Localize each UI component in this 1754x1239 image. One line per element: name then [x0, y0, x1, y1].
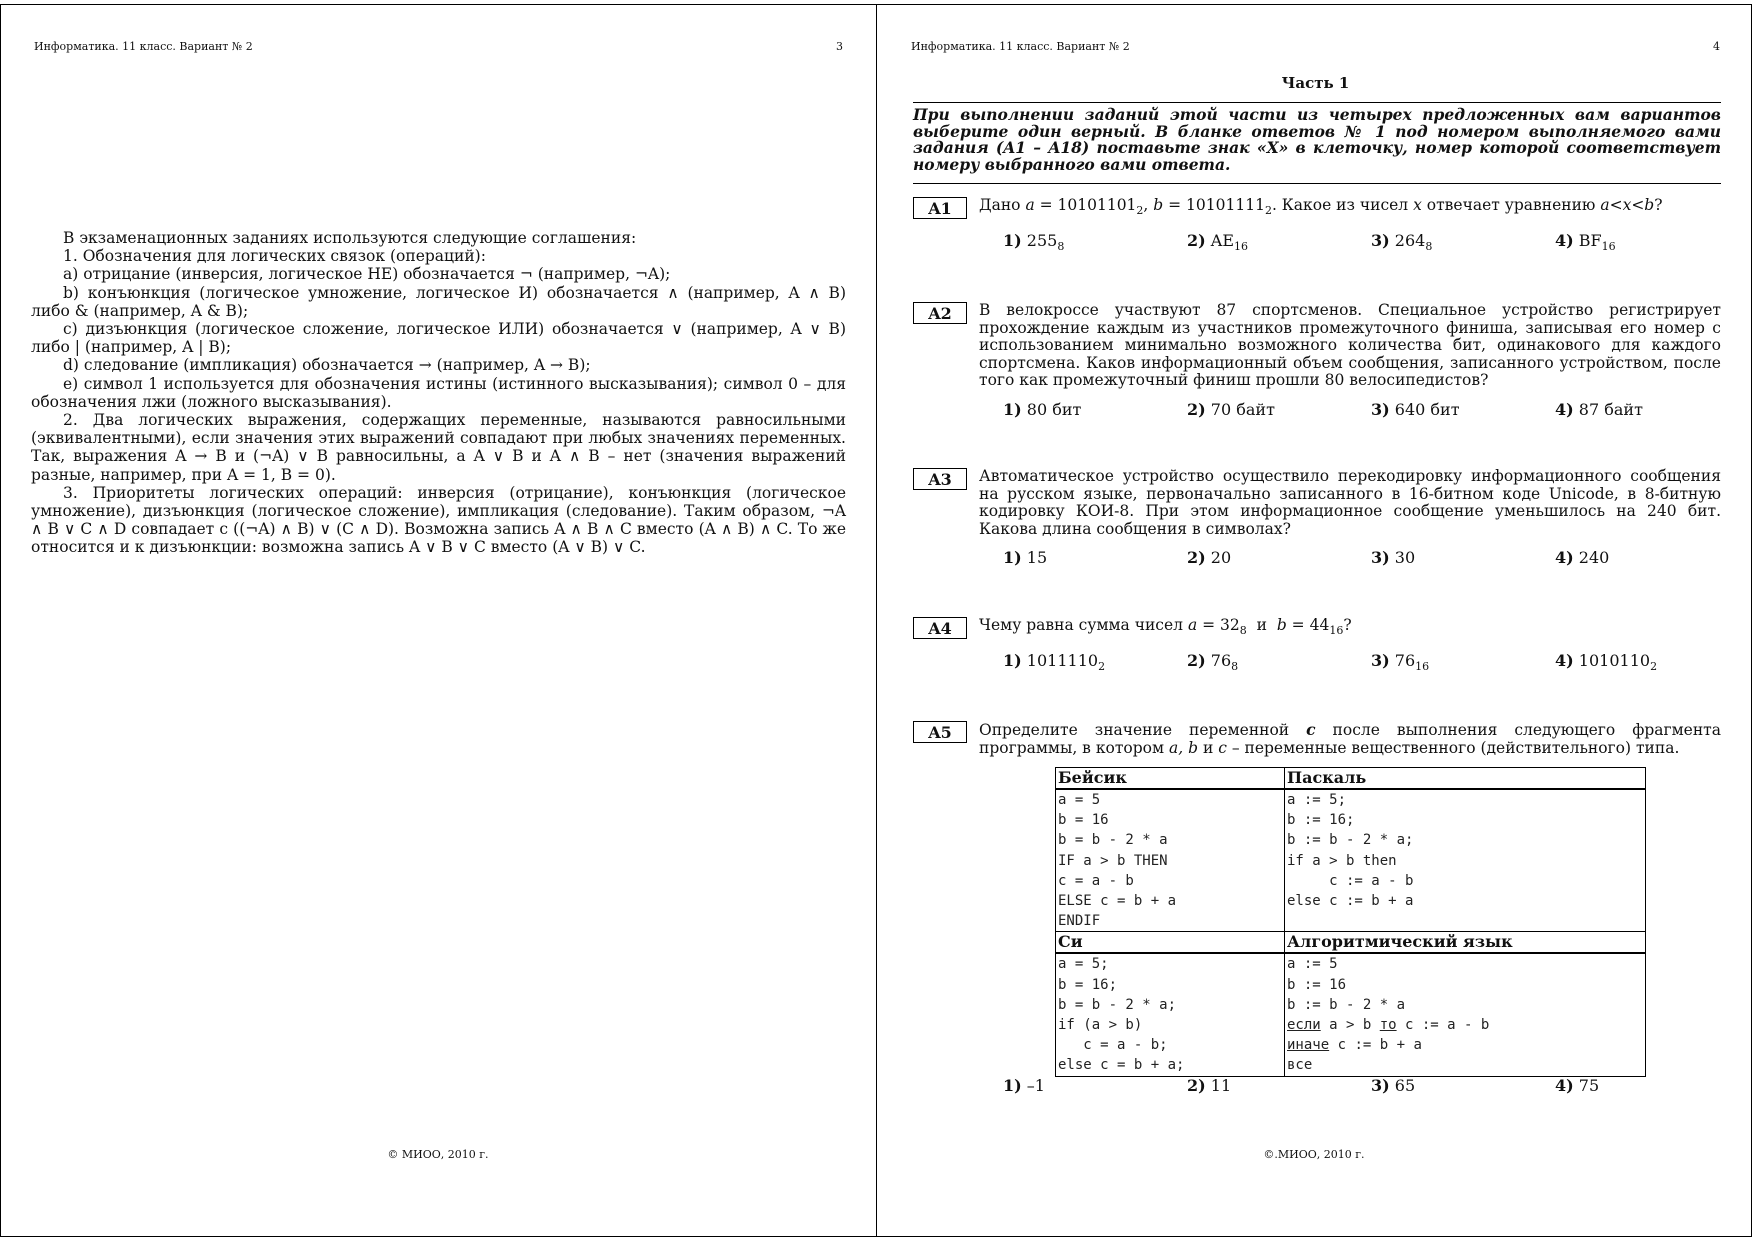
conv-item-c: c) дизъюнкция (логическое сложение, логическое ИЛИ) обозначается ∨ (например, A ∨ B) либо | (например, A | B);	[31, 320, 846, 357]
answer-1: 1) 80 бит	[1003, 400, 1082, 419]
answer-4: 4) $BF_{16}$	[1555, 231, 1616, 253]
task-text: Чему равна сумма чисел $a = 32_8$ и $b = 44_{16}$?	[979, 616, 1352, 637]
conv-item-a: a) отрицание (инверсия, логическое НЕ) обозначается ¬ (например, ¬A);	[63, 265, 671, 284]
answer-2: 2) $AE_{16}$	[1187, 231, 1249, 253]
answer-2: 2) $76_8$	[1187, 651, 1239, 673]
answer-2: 2) 70 байт	[1187, 400, 1275, 419]
answer-1: 1) 15	[1003, 548, 1048, 567]
running-head: Информатика. 11 класс. Вариант № 2	[911, 40, 1130, 53]
answer-1: 1) $255_8$	[1003, 231, 1065, 253]
conv-item-e: e) символ 1 используется для обозначения истины (истинного высказывания); символ 0 – для обозначения лжи (ложного высказывания).	[31, 374, 846, 411]
conv-item-d: d) следование (импликация) обозначается → (например, A → B);	[63, 356, 591, 375]
code-algo: a := 5 b := 16 b := b - 2 * a если a > b то c := a - b иначе c := b + a все	[1285, 953, 1646, 1076]
answer-3: 3) 30	[1371, 548, 1416, 567]
task-text: Дано $a = 10101101_2$, $b = 10101111_2$. Какое из чисел x отвечает уравнению a<x<b?	[979, 196, 1663, 217]
part-title: Часть 1	[1281, 74, 1350, 92]
conv-item-2: 2. Два логических выражения, содержащих переменные, называются равносильными (эквивалентными), если значения этих выражений совпадают при любых значениях переменных. Так, выражения A → B и (¬A) ∨ B равносильны, а A ∨ B и A ∧ B – нет (значения выражений разные, например, при A = 1, B = 0).	[31, 411, 846, 484]
page-number: 3	[836, 40, 843, 53]
conv-intro: В экзаменационных заданиях используются следующие соглашения:	[63, 229, 637, 247]
rule-bottom	[913, 183, 1721, 184]
running-head: Информатика. 11 класс. Вариант № 2	[34, 40, 253, 53]
header-algo: Алгоритмический язык	[1285, 932, 1646, 954]
header-c: Си	[1056, 932, 1285, 954]
code-c: a = 5; b = 16; b = b - 2 * a; if (a > b) c = a - b; else c = b + a;	[1056, 953, 1285, 1076]
answer-1: 1) $1011110_2$	[1003, 651, 1106, 673]
conv-item-3: 3. Приоритеты логических операций: инверсия (отрицание), конъюнкция (логическое умножение), дизъюнкция (логическое сложение), импликация (следование). Таким образом, ¬A ∧ B ∨ C ∧ D совпадает с ((¬A) ∧ B) ∨ (C ∧ D). Возможна запись A ∧ B ∧ C вместо (A ∧ B) ∧ C. То же относится и к дизъюнкции: возможна запись A ∨ B ∨ C вместо (A ∨ B) ∨ C.	[31, 483, 846, 557]
code-table	[1055, 767, 1646, 1077]
answer-3: 3) $264_8$	[1371, 231, 1433, 253]
page-number: 4	[1713, 40, 1720, 53]
code-pascal: a := 5; b := 16; b := b - 2 * a; if a > b then c := a - b else c := b + a	[1285, 789, 1646, 932]
answer-4: 4) 87 байт	[1555, 400, 1643, 419]
task-label: A5	[913, 721, 967, 743]
left-page	[0, 4, 876, 1237]
rule-top	[913, 102, 1721, 103]
answer-2: 2) 11	[1187, 1076, 1232, 1095]
task-label: A1	[913, 197, 967, 219]
code-basic: a = 5 b = 16 b = b - 2 * a IF a > b THEN c = a - b ELSE c = b + a ENDIF	[1056, 789, 1285, 932]
task-label: A3	[913, 468, 967, 490]
conventions-text	[31, 229, 846, 557]
footer: ©.МИОО, 2010 г.	[1263, 1148, 1365, 1161]
conv-item-b: b) конъюнкция (логическое умножение, логическое И) обозначается ∧ (например, A ∧ B) либо & (например, A & B);	[31, 283, 846, 320]
answer-4: 4) 240	[1555, 548, 1610, 567]
header-basic: Бейсик	[1056, 768, 1285, 790]
answer-4: 4) 75	[1555, 1076, 1600, 1095]
right-page	[877, 4, 1754, 1237]
answer-3: 3) 640 бит	[1371, 400, 1460, 419]
task-text: Определите значение переменной c после выполнения следующего фрагмента программы, в котором a, b и c – переменные вещественного (действительного) типа.	[979, 720, 1721, 757]
answer-3: 3) $76_{16}$	[1371, 651, 1430, 673]
answer-2: 2) 20	[1187, 548, 1232, 567]
answer-4: 4) $1010110_2$	[1555, 651, 1658, 673]
answer-3: 3) 65	[1371, 1076, 1416, 1095]
task-text: В велокроссе участвуют 87 спортсменов. Специальное устройство регистрирует прохождение каждым из участников промежуточного финиша, записывая его номер с использованием минимально возможного количества бит, одинакового для каждого спортсмена. Каков информационный объем сообщения, записанного устройством, после того как промежуточный финиш прошли 80 велосипедистов?	[979, 301, 1721, 389]
task-label: A4	[913, 617, 967, 639]
header-pascal: Паскаль	[1285, 768, 1646, 790]
conv-item-1: 1. Обозначения для логических связок (операций):	[63, 247, 486, 266]
footer: © МИОО, 2010 г.	[387, 1148, 489, 1161]
instruction: При выполнении заданий этой части из четырех предложенных вам вариантов выберите один верный. В бланке ответов № 1 под номером выполняемого вами задания (A1 – A18) поставьте знак «X» в клеточку, номер которой соответствует номеру выбранного вами ответа.	[913, 105, 1721, 174]
answer-1: 1) –1	[1003, 1076, 1045, 1095]
task-label: A2	[913, 302, 967, 324]
task-text: Автоматическое устройство осуществило перекодировку информационного сообщения на русском языке, первоначально записанного в 16-битном коде Unicode, в 8-битную кодировку КОИ-8. При этом информационное сообщение уменьшилось на 240 бит. Какова длина сообщения в символах?	[979, 467, 1721, 538]
